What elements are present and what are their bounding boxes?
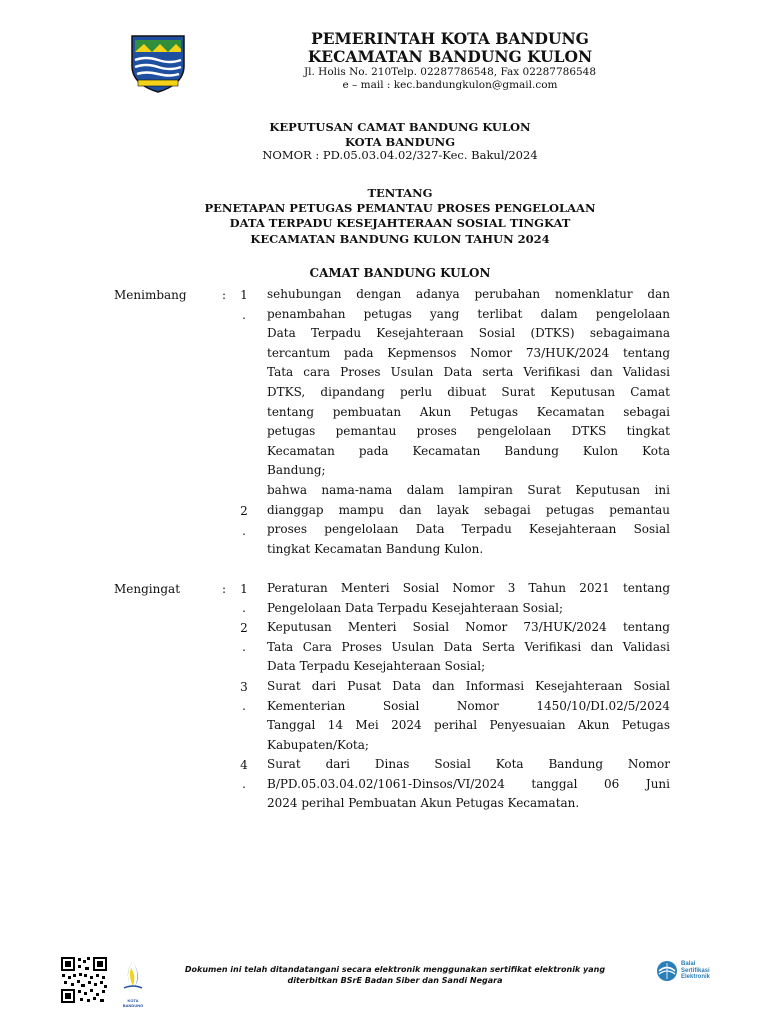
qr-code-icon [60,956,108,1004]
subject-line-2: DATA TERPADU KESEJAHTERAAN SOSIAL TINGKAT [229,216,571,230]
text-line: tercantum pada Kepmensos Nomor 73/HUK/2024 tentang [267,345,670,360]
menimbang-item-2-number: 2 [240,504,248,518]
letterhead-district: KECAMATAN BANDUNG KULON [307,47,593,66]
kota-logo-text: KOTA BANDUNG [122,998,144,1008]
subject-heading: TENTANG [367,186,433,200]
electronic-signature-note [160,964,630,986]
bsre-globe-icon [656,960,678,982]
bsre-text [681,961,710,981]
decree-title: KEPUTUSAN CAMAT BANDUNG KULON [269,120,531,134]
text-line: Pengelolaan Data Terpadu Kesejahteraan Sosial; [267,600,564,615]
subject-line-3: KECAMATAN BANDUNG KULON TAHUN 2024 [250,232,550,246]
bsre-logo [656,960,722,982]
text-line: sehubungan dengan adanya perubahan nomenklatur dan [267,287,670,301]
menimbang-item-1-dot: . [242,308,246,322]
mengingat-item-1-text [267,579,670,618]
text-line: Data Terpadu Kesejahteraan Sosial (DTKS) sebagaimana [267,326,670,341]
text-line: dianggap mampu dan layak sebagai petugas pemantau [267,502,670,517]
text-line: proses pengelolaan Data Terpadu Kesejahteraan Sosial [267,522,670,537]
text-line: Keputusan Menteri Sosial Nomor 73/HUK/2024 tentang [267,620,670,634]
footnote-line-2: diterbitkan BSrE Badan Siber dan Sandi Negara [287,976,503,985]
text-line: Data Terpadu Kesejahteraan Sosial; [267,659,486,674]
mengingat-item-4-text [267,755,670,814]
text-line: Surat dari Pusat Data dan Informasi Kesejahteraan Sosial [267,679,670,693]
text-line: penambahan petugas yang terlibat dalam pengelolaan [267,306,670,321]
mengingat-item-2-dot: . [242,640,246,654]
text-line: Kementerian Sosial Nomor 1450/10/DI.02/5/2024 [267,698,670,713]
bsre-line-3: Elektronik [681,974,711,981]
subject-line-1: PENETAPAN PETUGAS PEMANTAU PROSES PENGELOLAAN [204,201,596,215]
text-line: DTKS, dipandang perlu dibuat Surat Keputusan Camat [267,384,670,399]
mengingat-item-3-number: 3 [240,680,248,694]
text-line: petugas pemantau proses pengelolaan DTKS tingkat [267,424,670,439]
text-line: Tata Cara Proses Usulan Data Serta Verifikasi dan Validasi [267,639,670,654]
text-line: 2024 perihal Pembuatan Akun Petugas Kecamatan. [267,796,580,811]
menimbang-item-2-dot: . [242,524,246,538]
letterhead-address: Jl. Holis No. 210Telp. 02287786548, Fax 02287786548 [303,66,597,78]
text-line: Tata cara Proses Usulan Data serta Verifikasi dan Validasi [267,365,670,380]
signer-title: CAMAT BANDUNG KULON [309,266,491,280]
text-line: Kecamatan pada Kecamatan Bandung Kulon Kota [267,443,670,458]
text-line: Peraturan Menteri Sosial Nomor 3 Tahun 2021 tentang [267,581,670,595]
text-line: Tanggal 14 Mei 2024 perihal Penyesuaian Akun Petugas [267,718,670,733]
letterhead-government: PEMERINTAH KOTA BANDUNG [311,29,589,48]
menimbang-colon: : [222,288,227,302]
text-line: tentang pembuatan Akun Petugas Kecamatan sebagai [267,404,670,419]
mengingat-label: Mengingat [114,582,181,596]
mengingat-item-3-text [267,677,670,755]
text-line: tingkat Kecamatan Bandung Kulon. [267,541,484,556]
decree-city: KOTA BANDUNG [344,135,456,149]
footnote-line-1: Dokumen ini telah ditandatangani secara elektronik menggunakan sertifikat elektronik yang [184,965,606,974]
letterhead-email: e – mail : kec.bandungkulon@gmail.com [342,79,558,91]
bsre-line-1: Balai [681,961,696,968]
menimbang-item-2-text [267,481,670,559]
bsre-line-2: Sertifikasi [681,967,710,974]
text-line: Bandung; [267,463,326,478]
text-line: Surat dari Dinas Sosial Kota Bandung Nomor [267,757,670,771]
mengingat-item-4-number: 4 [240,758,248,772]
menimbang-item-1-number: 1 [240,288,248,302]
mengingat-item-2-number: 2 [240,621,248,635]
decree-number: NOMOR : PD.05.03.04.02/327-Kec. Bakul/2024 [262,148,538,162]
mengingat-colon: : [222,582,227,596]
mengingat-item-3-dot: . [242,699,246,713]
mengingat-item-1-dot: . [242,601,246,615]
mengingat-item-2-text [267,618,670,677]
text-line: bahwa nama-nama dalam lampiran Surat Keputusan ini [267,483,670,497]
mengingat-item-1-number: 1 [240,582,248,596]
menimbang-item-1-text [267,285,670,481]
bandung-coat-of-arms-logo [126,30,190,94]
text-line: B/PD.05.03.04.02/1061-Dinsos/VI/2024 tanggal 06 Juni [267,776,670,791]
text-line: Kabupaten/Kota; [267,737,369,752]
mengingat-item-4-dot: . [242,777,246,791]
menimbang-label: Menimbang [114,288,187,302]
kota-bandung-logo [118,958,148,1008]
